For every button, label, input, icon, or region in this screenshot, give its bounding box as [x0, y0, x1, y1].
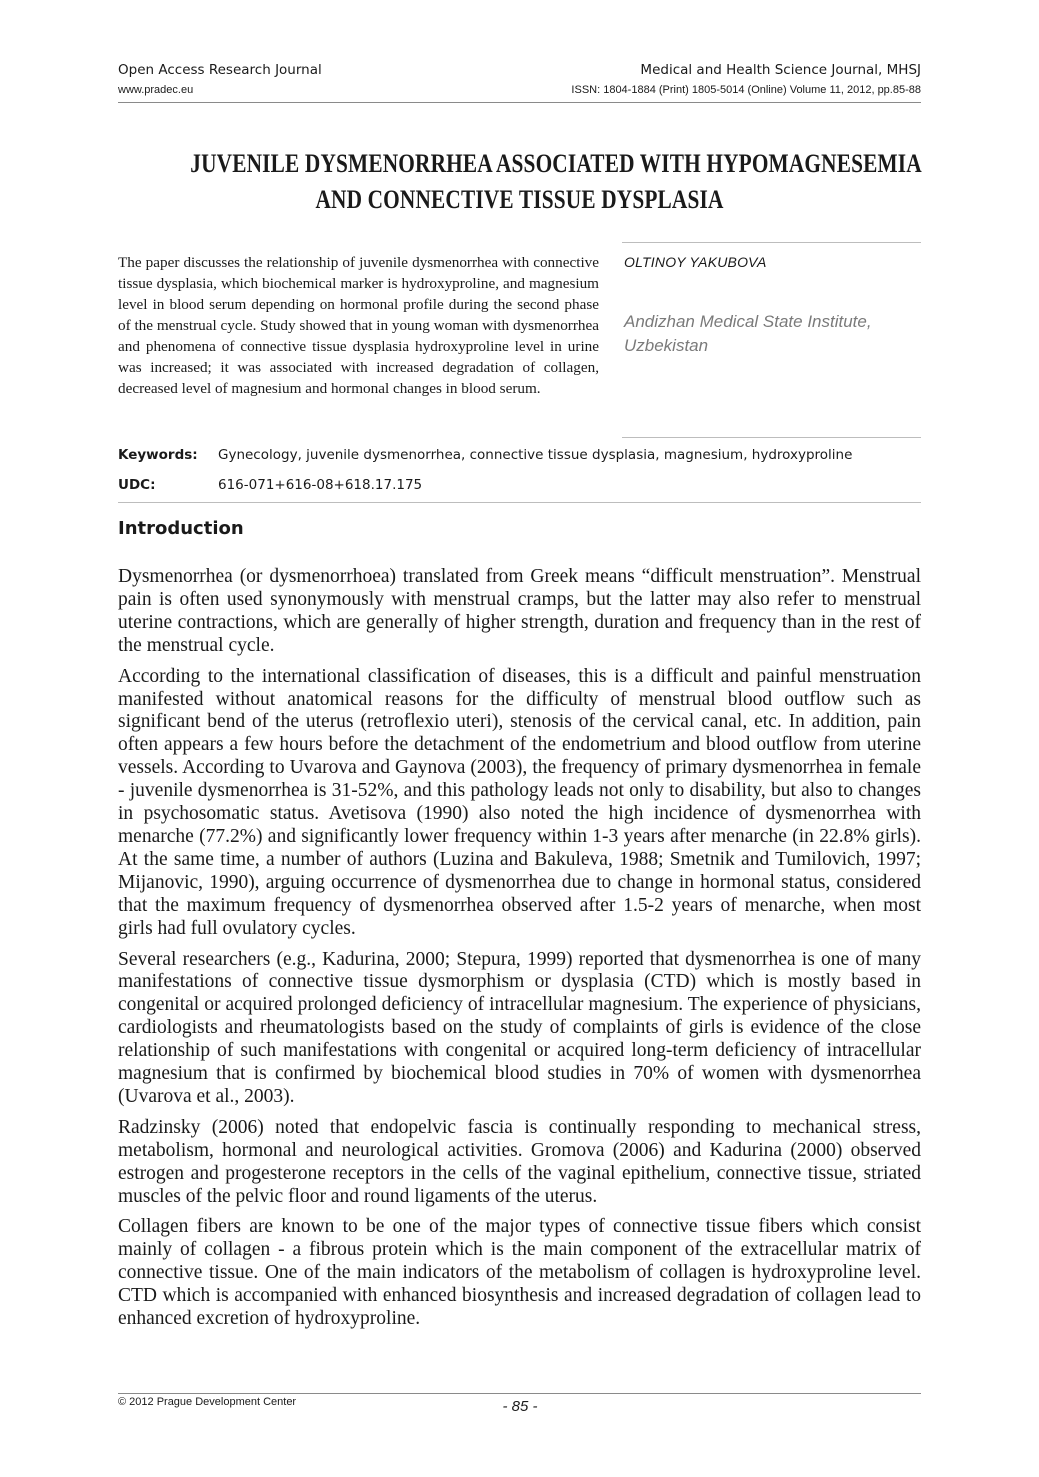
footer-divider	[118, 1393, 921, 1394]
page-number: - 85 -	[502, 1398, 538, 1415]
header-divider	[118, 102, 921, 103]
paragraph: According to the international classification of diseases, this is a difficult and painful menstruation manifested without anatomical reasons for the difficulty of menstrual blood outflow such as significant bend of the uterus (retroflexio uteri), stenosis of the cervical canal, etc. In addition, pain often appears a few hours before the detachment of the endometrium and blood outflow from uterine vessels. According to Uvarova and Gaynova (2003), the frequency of primary dysmenorrhea in female - juvenile dysmenorrhea is 31-52%, and this pathology leads not only to disability, but also to changes in psychosomatic status. Avetisova (1990) also noted the high incidence of dysmenorrhea with menarche (77.2%) and significantly lower frequency within 1-3 years after menarche (in 22.8% girls). At the same time, a number of authors (Luzina and Bakuleva, 1988; Smetnik and Tumilovich, 1997; Mijanovic, 1990), arguing occurrence of dysmenorrhea due to change in hormonal status, considered that the maximum frequency of dysmenorrhea observed after 1.5-2 years of menarche, when most girls had full ovulatory cycles.	[118, 665, 921, 939]
footer-copyright: © 2012 Prague Development Center	[118, 1396, 297, 1408]
paragraph: Several researchers (e.g., Kadurina, 2000; Stepura, 1999) reported that dysmenorrhea is one of many manifestations of connective tissue dysmorphism or dysplasia (CTD) which is mostly based in congenital or acquired prolonged deficiency of intracellular magnesium. The experience of physicians, cardiologists and rheumatologists based on the study of complaints of girls is evidence of the close relationship of such manifestations with congenital or acquired long-term deficiency of intracellular magnesium that is confirmed by biochemical blood studies in 70% of women with dysmenorrhea (Uvarova et al., 2003).	[118, 948, 921, 1107]
author-divider-bottom	[622, 437, 921, 438]
paragraph: Dysmenorrhea (or dysmenorrhoea) translated from Greek means “difficult menstruation”. Menstrual pain is often used synonymously with menstrual cramps, but the latter may also refer to menstrual uterine contractions, which are generally of higher strength, duration and frequency than in the rest of the menstrual cycle.	[118, 566, 921, 656]
paragraph: Radzinsky (2006) noted that endopelvic fascia is continually responding to mechanical stress, metabolism, hormonal and neurological activities. Gromova (2006) and Kadurina (2000) observed estrogen and progesterone receptors in the cells of the vaginal epithelium, connective tissue, striated muscles of the pelvic floor and round ligaments of the uterus.	[118, 1116, 921, 1207]
issn-line: ISSN: 1804-1884 (Print) 1805-5014 (Online) Volume 11, 2012, pp.85-88	[571, 84, 921, 96]
author-name: OLTINOY YAKUBOVA	[624, 254, 767, 270]
abstract: The paper discusses the relationship of juvenile dysmenorrhea with connective tissue dysplasia, which biochemical marker is hydroxyproline, and magnesium level in blood serum depending on hormonal profile during the second phase of the menstrual cycle. Study showed that in young woman with dysmenorrhea and phenomena of connective tissue dysplasia hydroxyproline level in urine was increased; it was associated with increased degradation of collagen, decreased level of magnesium and hormonal changes in blood serum.	[118, 254, 599, 397]
udc-label: UDC:	[118, 477, 156, 493]
paragraph: Collagen fibers are known to be one of the major types of connective tissue fibers which consist mainly of collagen - a fibrous protein which is the main component of the extracellular matrix of connective tissue. One of the main indicators of the metabolism of collagen is hydroxyproline level. CTD which is accompanied with enhanced biosynthesis and increased degradation of collagen lead to enhanced excretion of hydroxyproline.	[118, 1216, 921, 1330]
meta-divider	[118, 502, 921, 503]
body-text	[118, 566, 921, 1339]
udc-value: 616-071+616-08+618.17.175	[218, 477, 423, 493]
paper-title	[190, 146, 922, 218]
keywords-label: Keywords:	[118, 447, 198, 463]
journal-website: www.pradec.eu	[118, 84, 194, 96]
journal-type: Open Access Research Journal	[118, 62, 322, 78]
title-line-2: AND CONNECTIVE TISSUE DYSPLASIA	[315, 185, 724, 214]
journal-name: Medical and Health Science Journal, MHSJ	[640, 62, 921, 78]
keywords-row	[118, 447, 921, 467]
author-affiliation: Andizhan Medical State Institute, Uzbekistan	[624, 312, 872, 355]
title-line-1: JUVENILE DYSMENORRHEA ASSOCIATED WITH HYPOMAGNESEMIA	[190, 149, 922, 178]
keywords-value: Gynecology, juvenile dysmenorrhea, connective tissue dysplasia, magnesium, hydroxyproline	[218, 447, 853, 463]
author-divider-top	[622, 242, 921, 243]
running-header	[118, 62, 921, 82]
udc-row	[118, 477, 921, 497]
running-subheader	[118, 84, 921, 100]
section-heading: Introduction	[118, 518, 244, 539]
